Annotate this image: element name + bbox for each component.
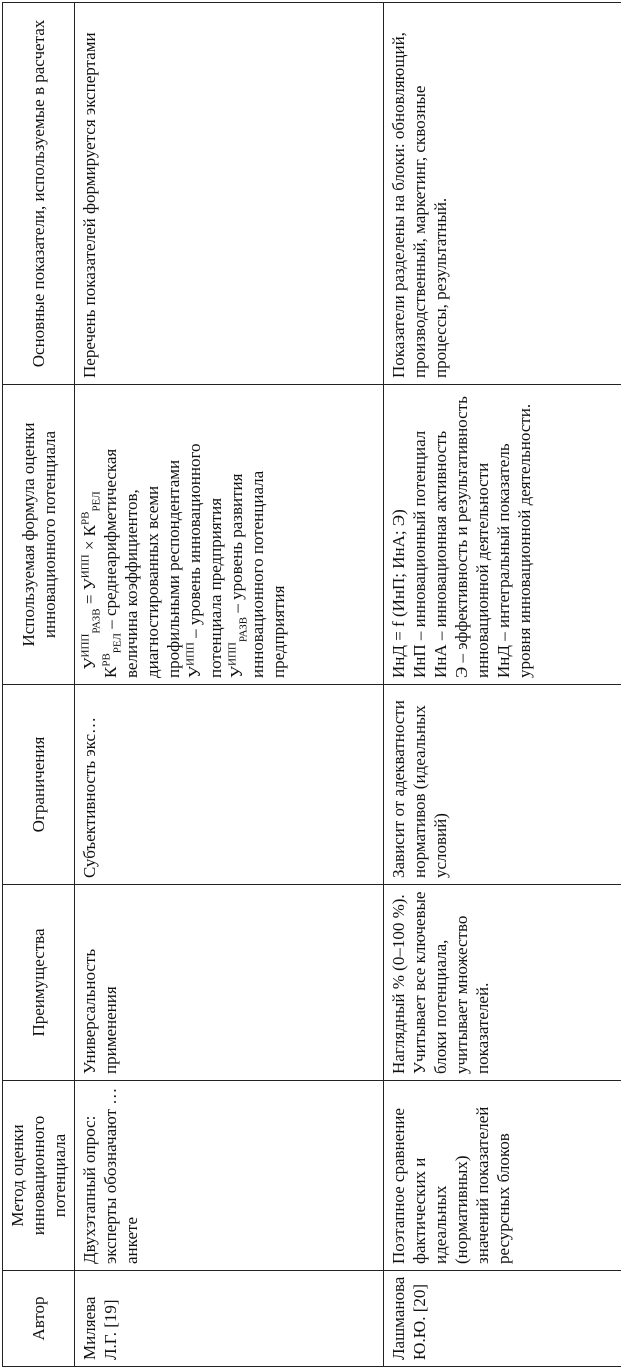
cell-formula bbox=[75, 385, 384, 685]
formula-definition: ИнД – интегральный показатель уровня инновационной деятельности. bbox=[494, 403, 534, 678]
formula-definition: ИнП – инновационный потенциал bbox=[410, 430, 429, 678]
cell-advantages: Универсальность применения bbox=[75, 885, 384, 1081]
cell-indicators: Перечень показателей формируется экспертами bbox=[75, 3, 384, 385]
table-row bbox=[75, 3, 384, 1367]
header-limitations: Ограничения bbox=[3, 685, 75, 885]
header-method: Метод оценки инновационного потенциала bbox=[3, 1081, 75, 1271]
formula-main: ИнД = f (ИнП; ИнА; Э) bbox=[389, 509, 408, 678]
formula-definition: ИнА – инновационная активность bbox=[431, 430, 450, 678]
cell-method: Поэтапное сравнение фактических и идеальных (нормативных) значений показателей ресурсных блоков bbox=[384, 1081, 621, 1271]
cell-indicators: Показатели разделены на блоки: обновляющий, производственный, маркетинг, сквозные процессы, результатный. bbox=[384, 3, 621, 385]
header-formula: Используемая формула оценки инновационного потенциала bbox=[3, 385, 75, 685]
formula-definition: Э – эффективность и результативность инновационной деятельности bbox=[452, 396, 492, 678]
cell-advantages: Наглядный % (0–100 %). Учитывает все ключевые блоки потенциала, учитывает множество показателей. bbox=[384, 885, 621, 1081]
cell-limitations: Субъективность экс… bbox=[75, 685, 384, 885]
formula-definition: $У^{ИПП}_{РАЗВ}$ – уровень развития инновационного потенциала предприятия bbox=[226, 470, 288, 678]
formula-main: $У^{ИПП}_{РАЗВ} = У^{ИПП} \times К^{РВ}_{РЕЛ}$ bbox=[79, 491, 103, 670]
header-indicators: Основные показатели, используемые в расчетах bbox=[3, 3, 75, 385]
methods-table bbox=[2, 2, 621, 1367]
header-row bbox=[3, 3, 75, 1367]
cell-limitations: Зависит от адекватности нормативов (идеальных условий) bbox=[384, 685, 621, 885]
header-advantages: Преимущества bbox=[3, 885, 75, 1081]
header-author: Автор bbox=[3, 1271, 75, 1367]
formula-definition: $К^{РВ}_{РЕЛ}$ – среднеарифметическая величина коэффициентов, диагностированных всеми профильными респондентами bbox=[100, 448, 183, 678]
formula-definition: $У^{ИПП}$ – уровень инновационного потенциала предприятия bbox=[184, 443, 225, 678]
cell-method: Двухэтапный опрос: эксперты обозначают … анкете bbox=[75, 1081, 384, 1271]
cell-formula bbox=[384, 385, 621, 685]
cell-author: Миляева Л.Г. [19] bbox=[75, 1271, 384, 1367]
table-row bbox=[384, 3, 621, 1367]
cell-author: Лашманова Ю.Ю. [20] bbox=[384, 1271, 621, 1367]
